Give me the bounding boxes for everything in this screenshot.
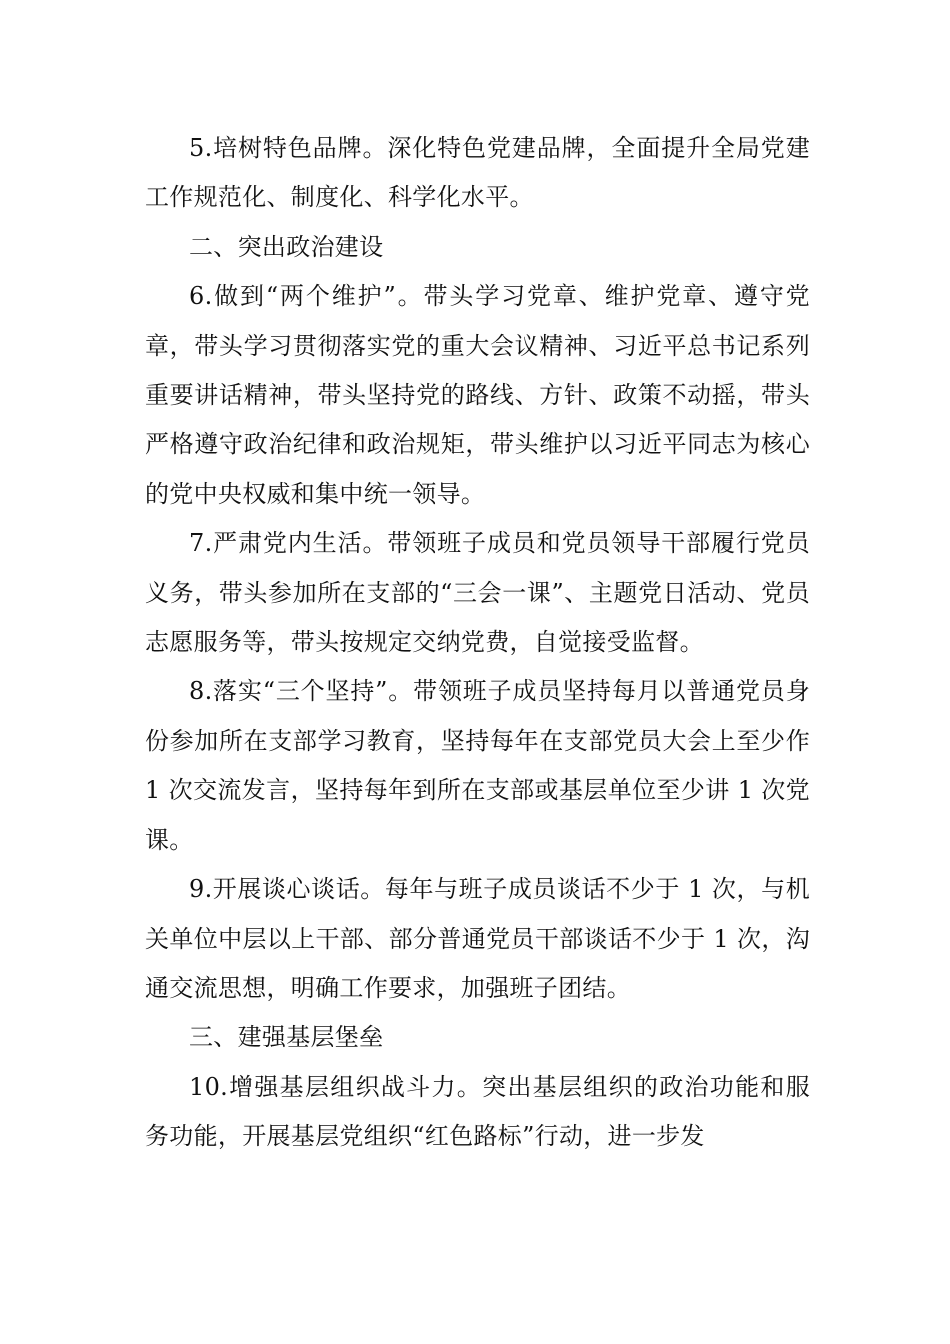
section-heading-3: 三、建强基层堡垒 [189,1023,384,1052]
paragraph-item-5: 5.培树特色品牌。深化特色党建品牌，全面提升全局党建工作规范化、制度化、科学化水平。 [145,134,810,212]
paragraph-item-10: 10.增强基层组织战斗力。突出基层组织的政治功能和服务功能，开展基层党组织“红色路标”行动，进一步发 [145,1072,810,1151]
document-body [145,124,810,1162]
paragraph-item-6: 6.做到“两个维护”。带头学习党章、维护党章、遵守党章，带头学习贯彻落实党的重大会议精神、习近平总书记系列重要讲话精神，带头坚持党的路线、方针、政策不动摇，带头严格遵守政治纪律和政治规矩，带头维护以习近平同志为核心的党中央权威和集中统一领导。 [145,282,810,508]
section-heading-2: 二、突出政治建设 [189,232,384,261]
paragraph-item-9: 9.开展谈心谈话。每年与班子成员谈话不少于 1 次，与机关单位中层以上干部、部分普通党员干部谈话不少于 1 次，沟通交流思想，明确工作要求，加强班子团结。 [145,875,810,1002]
paragraph-item-7: 7.严肃党内生活。带领班子成员和党员领导干部履行党员义务，带头参加所在支部的“三会一课”、主题党日活动、党员志愿服务等，带头按规定交纳党费，自觉接受监督。 [145,529,810,657]
paragraph-item-8: 8.落实“三个坚持”。带领班子成员坚持每月以普通党员身份参加所在支部学习教育，坚持每年在支部党员大会上至少作 1 次交流发言，坚持每年到所在支部或基层单位至少讲 1 次党课。 [145,677,810,854]
